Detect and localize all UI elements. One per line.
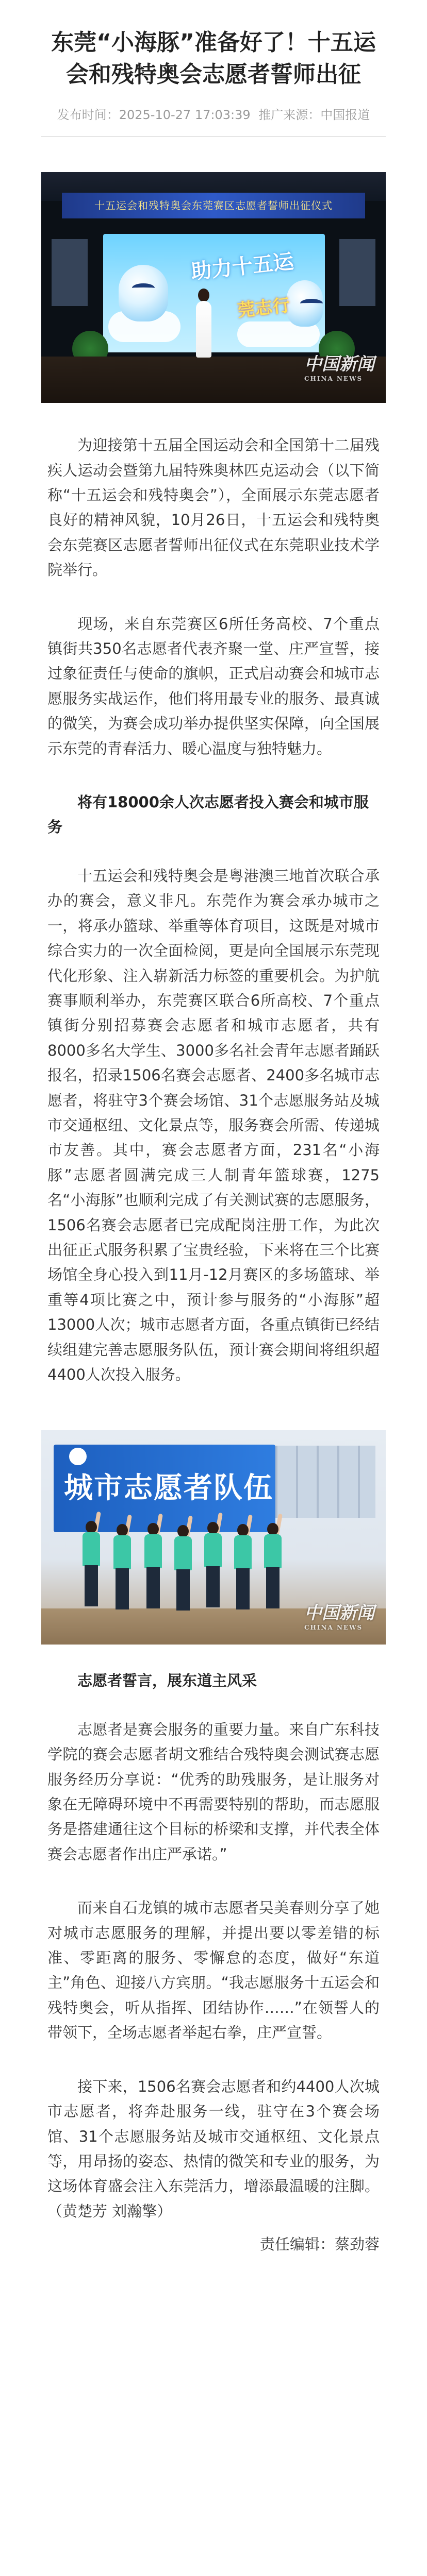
ceremony-photo	[41, 172, 386, 403]
paragraph-city-volunteer: 而来自石龙镇的城市志愿者吴美春则分享了她对城市志愿服务的理解，并提出要以零差错的标准、零距离的服务、零懈怠的态度，做好“东道主”角色、迎接八方宾朋。“我志愿服务十五运会和残特奥会，听从指挥、团结协作……”在领誓人的带领下，全场志愿者举起右拳，庄严宣誓。	[47, 1899, 380, 2042]
article-meta	[41, 105, 386, 123]
stage-banner: 十五运会和残特奥会东莞赛区志愿者誓师出征仪式	[62, 193, 365, 218]
watermark-main: 中国新闻	[304, 354, 374, 375]
source-label: 推广来源：	[258, 108, 321, 123]
stage-screen	[103, 234, 325, 352]
meta-divider	[41, 136, 386, 137]
source-name: 中国报道	[320, 108, 370, 123]
section-heading-2: 志愿者誓言，展东道主风采	[77, 1672, 257, 1690]
screen-slogan-2: 莞志行	[236, 295, 291, 321]
publish-time-label: 发布时间：	[57, 108, 119, 123]
watermark-main: 中国新闻	[304, 1603, 374, 1624]
photo-watermark	[304, 350, 374, 382]
publish-time: 2025-10-27 17:03:39	[119, 108, 251, 123]
board-text: 城市志愿者队伍	[64, 1471, 273, 1505]
volunteer-figure	[174, 1525, 192, 1613]
paragraph-scene: 现场，来自东莞赛区6所任务高校、7个重点镇街共350名志愿者代表齐聚一堂、庄严宣誓，接过象征责任与使命的旗帜，正式启动赛会和城市志愿服务实战运作，他们将用最专业的服务、最真诚的微笑，为赛会成功举办提供坚实保障，向全国展示东莞的青春活力、暖心温度与独特魅力。	[47, 615, 380, 757]
volunteer-board	[54, 1445, 275, 1532]
paragraph-next-steps: 接下来，1506名赛会志愿者和约4400人次城市志愿者，将奔赴服务一线，驻守在3个赛会场馆、31个志愿服务站及城市交通枢纽、文化景点等，用昂扬的姿态、热情的微笑和专业的服务，为这场体育盛会注入东莞活力，增添最温暖的注脚。（黄楚芳 刘瀚擎）	[47, 2077, 380, 2220]
volunteer-figure	[234, 1524, 252, 1612]
article-title: 东莞“小海豚”准备好了！十五运会和残特奥会志愿者誓师出征	[51, 29, 376, 88]
watermark-sub: CHINA NEWS	[304, 1624, 363, 1632]
host-figure-head	[198, 289, 209, 302]
paragraph-service: 十五运会和残特奥会是粤港澳三地首次联合承办的赛会，意义非凡。东莞作为赛会承办城市之一，将承办篮球、举重等体育项目，这既是对城市综合实力的一次全面检阅，更是向全国展示东莞现代化形象、注入崭新活力标签的重要机会。为护航赛事顺利举办，东莞赛区联合6所高校、7个重点镇街分别招募赛会志愿者和城市志愿者，共有8000多名大学生、3000多名社会青年志愿者踊跃报名，招录1506名赛会志愿者、2400多名城市志愿者，将驻守3个赛会场馆、31个志愿服务站及城市交通枢纽、文化景点等，服务赛会所需、传递城市友善。其中，赛会志愿者方面，231名“小海豚”志愿者圆满完成三人制青年篮球赛，1275名“小海豚”也顺利完成了有关测试赛的志愿服务，1506名赛会志愿者已完成配岗注册工作，为此次出征正式服务积累了宝贵经验，下来将在三个比赛场馆全身心投入到11月-12月赛区的多场篮球、举重等4项比赛之中，预计参与服务的“小海豚”超13000人次；城市志愿者方面，各重点镇街已经结续组建完善志愿服务队伍，预计赛会期间将组织超4400人次投入服务。	[47, 867, 380, 1383]
host-figure	[196, 301, 211, 358]
volunteers-photo	[41, 1430, 386, 1645]
paragraph-intro: 为迎接第十五届全国运动会和全国第十二届残疾人运动会暨第九届特殊奥林匹克运动会（以下简称“十五运会和残特奥会”），全面展示东莞志愿者良好的精神风貌，10月26日，十五运会和残特奥会东莞赛区志愿者誓师出征仪式在东莞职业技术学院举行。	[47, 436, 380, 579]
paragraph-pledge: 志愿者是赛会服务的重要力量。来自广东科技学院的赛会志愿者胡文雅结合残特奥会测试赛志愿服务经历分享说：“优秀的助残服务，是让服务对象在无障碍环境中不再需要特别的帮助，而志愿服务是搭建通往这个目标的桥梁和支撑，并代表全体赛会志愿者作出庄严承诺。”	[47, 1720, 380, 1863]
board-logo-icon	[69, 1448, 87, 1465]
volunteer-figure	[264, 1523, 282, 1611]
dolphin-mascot-left	[119, 265, 168, 321]
volunteer-figure	[83, 1521, 100, 1608]
watermark-sub: CHINA NEWS	[304, 375, 363, 383]
volunteer-figure	[144, 1523, 162, 1611]
editor-credit: 责任编辑：蔡劲蓉	[259, 2235, 380, 2253]
section-heading-1: 将有18000余人次志愿者投入赛会和城市服务	[47, 793, 369, 836]
side-screen-right	[339, 239, 375, 306]
dolphin-mascot-right	[287, 280, 323, 327]
volunteer-figure	[204, 1522, 222, 1609]
volunteer-figure	[113, 1524, 131, 1612]
photo-watermark	[304, 1599, 374, 1631]
side-screen-left	[52, 239, 88, 306]
screen-slogan: 助力十五运	[190, 249, 295, 284]
